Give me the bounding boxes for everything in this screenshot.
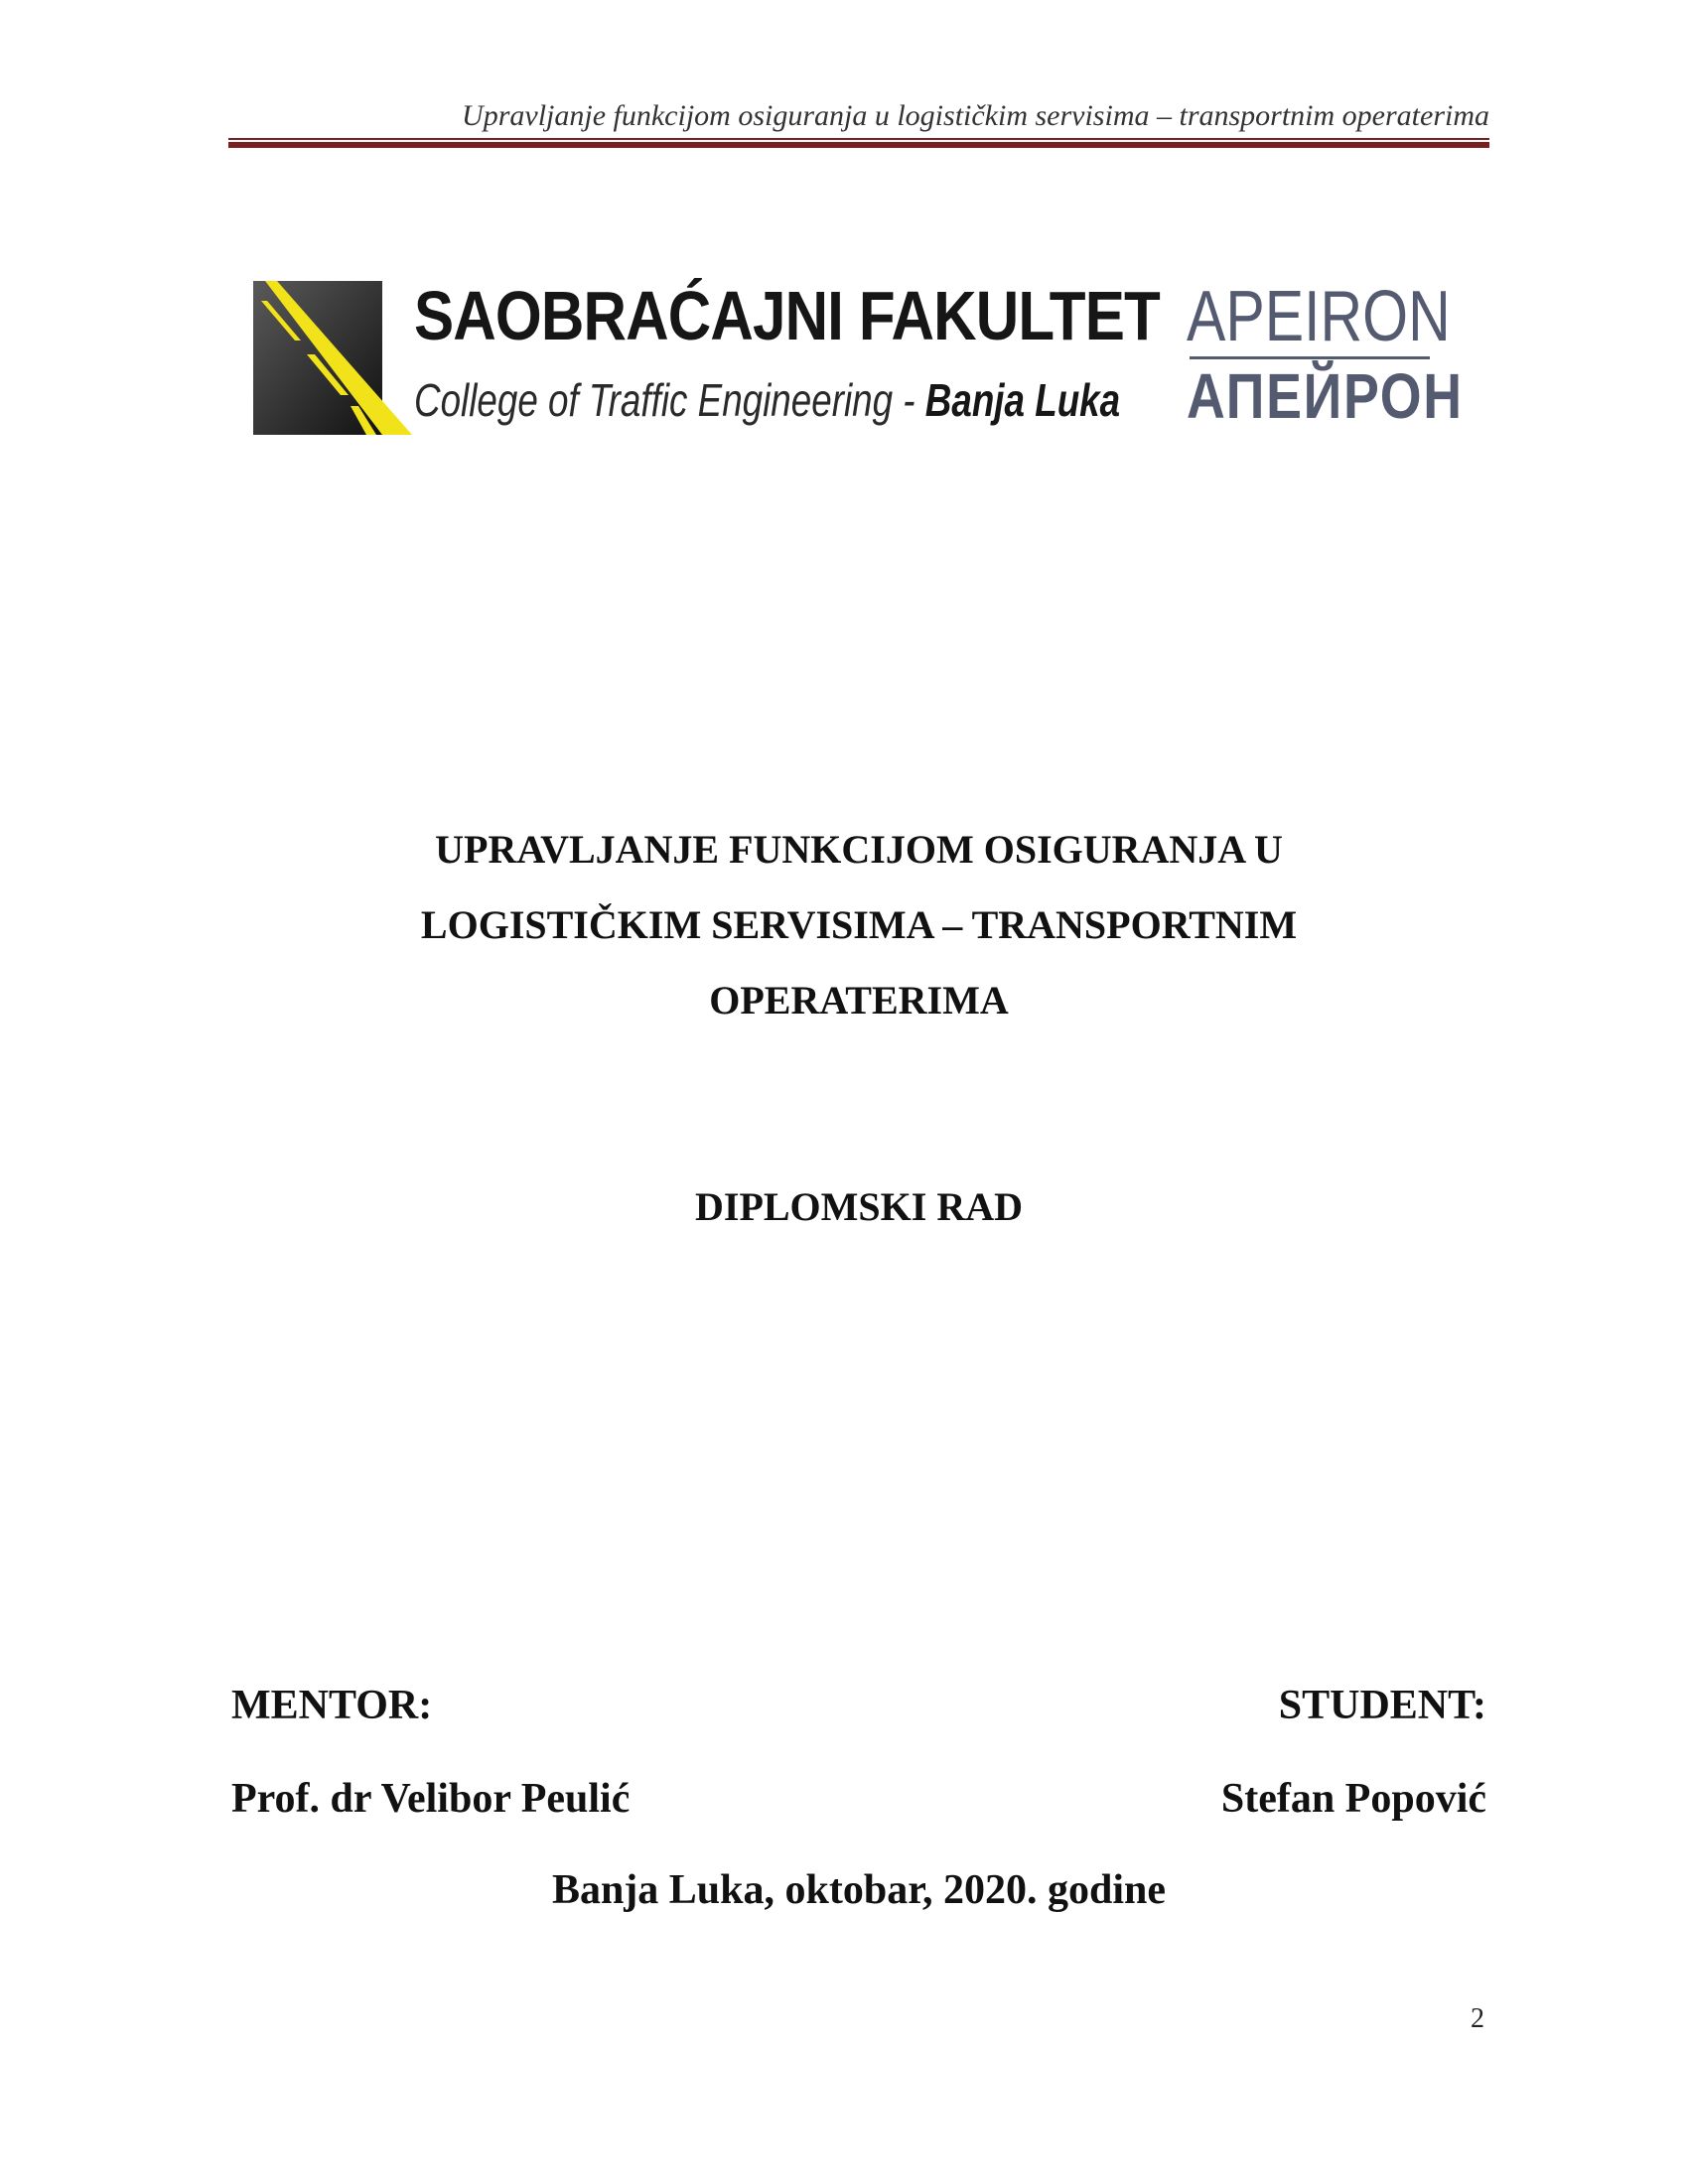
mentor-name: Prof. dr Velibor Peulić	[231, 1776, 631, 1822]
logo-subtitle	[414, 373, 1120, 427]
thesis-title-line-3: OPERATERIMA	[709, 978, 1009, 1023]
road-logo-icon	[253, 281, 412, 435]
logo-title: SAOBRAĆAJNI FAKULTET	[414, 277, 1160, 354]
place-and-date: Banja Luka, oktobar, 2020. godine	[551, 1867, 1167, 1913]
apeiron-logo-mirror-text: АПЕЙРОН	[1187, 360, 1464, 432]
running-header: Upravljanje funkcijom osiguranja u logističkim servisima – transportnim operaterima	[462, 99, 1489, 132]
student-label: STUDENT:	[1278, 1683, 1486, 1728]
document-type: DIPLOMSKI RAD	[694, 1184, 1024, 1229]
header-rule-thick	[228, 142, 1489, 148]
page-number: 2	[1471, 2003, 1484, 2034]
thesis-title	[228, 812, 1489, 1038]
header-rule-thin	[228, 138, 1489, 140]
thesis-title-line-2: LOGISTIČKIM SERVISIMA – TRANSPORTNIM	[420, 902, 1298, 947]
logo-subtitle-city: Banja Luka	[924, 374, 1121, 426]
mentor-label: MENTOR:	[231, 1683, 433, 1728]
faculty-logo	[253, 276, 1464, 435]
apeiron-logo-text: APEIRON	[1187, 277, 1451, 356]
logo-subtitle-main: College of Traffic Engineering -	[414, 374, 925, 426]
student-name: Stefan Popović	[1220, 1776, 1486, 1822]
thesis-title-line-1: UPRAVLJANJE FUNKCIJOM OSIGURANJA U	[435, 827, 1283, 872]
